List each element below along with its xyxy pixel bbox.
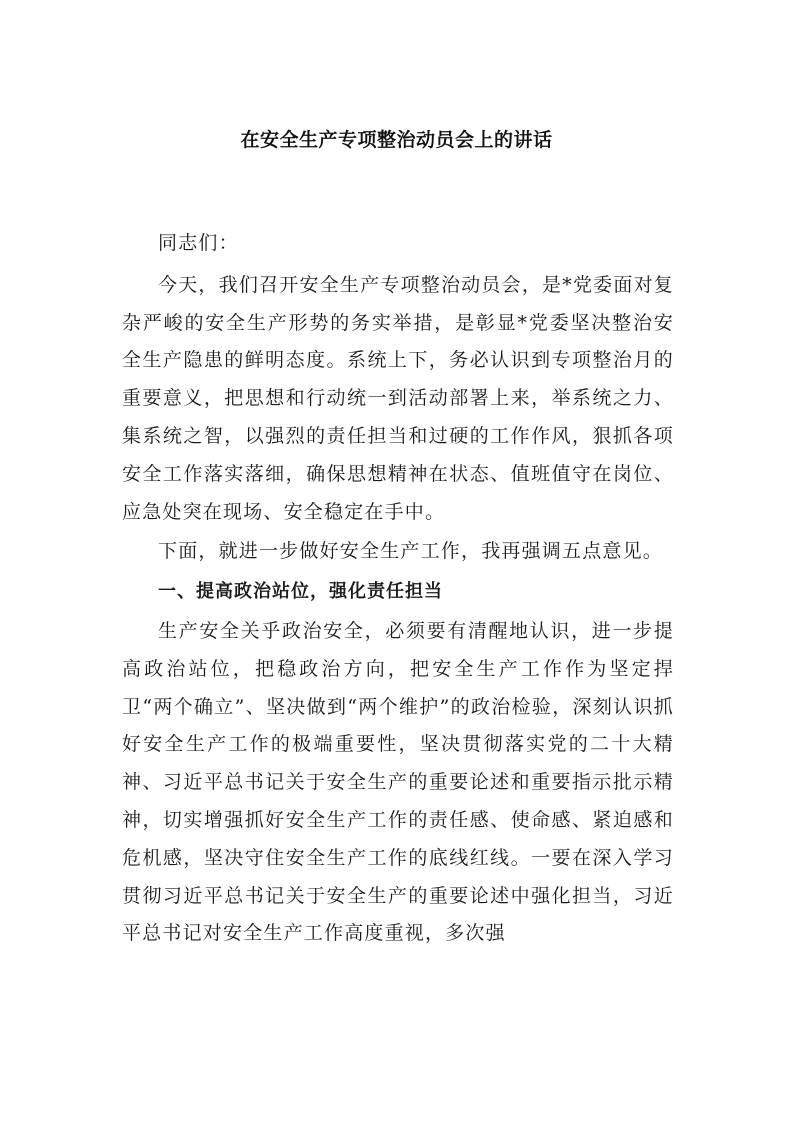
document-body xyxy=(122,225,674,953)
document-title: 在安全生产专项整治动员会上的讲话 xyxy=(240,129,553,151)
section-heading: 一、提高政治站位，强化责任担当 xyxy=(158,581,443,603)
paragraph-opening: 今天，我们召开安全生产专项整治动员会，是*党委面对复杂严峻的安全生产形势的务实举措，是彰显*党委坚决整治安全生产隐患的鲜明态度。系统上下，务必认识到专项整治月的重要意义，把思想和行动统一到活动部署上来，举系统之力、集系统之智，以强烈的责任担当和过硬的工作作风，狠抓各项安全工作落实落细，确保思想精神在状态、值班值守在岗位、应急处突在现场、安全稳定在手中。 xyxy=(122,273,674,523)
section-paragraph: 生产安全关乎政治安全，必须要有清醒地认识，进一步提高政治站位，把稳政治方向，把安全生产工作作为坚定捍卫“两个确立”、坚决做到“两个维护”的政治检验，深刻认识抓好安全生产工作的极端重要性，坚决贯彻落实党的二十大精神、习近平总书记关于安全生产的重要论述和重要指示批示精神，切实增强抓好安全生产工作的责任感、使命感、紧迫感和危机感，坚决守住安全生产工作的底线红线。一要在深入学习贯彻习近平总书记关于安全生产的重要论述中强化担当，习近平总书记对安全生产工作高度重视，多次强 xyxy=(122,619,674,945)
salutation: 同志们： xyxy=(158,232,239,254)
paragraph-intro-points: 下面，就进一步做好安全生产工作，我再强调五点意见。 xyxy=(158,540,664,563)
